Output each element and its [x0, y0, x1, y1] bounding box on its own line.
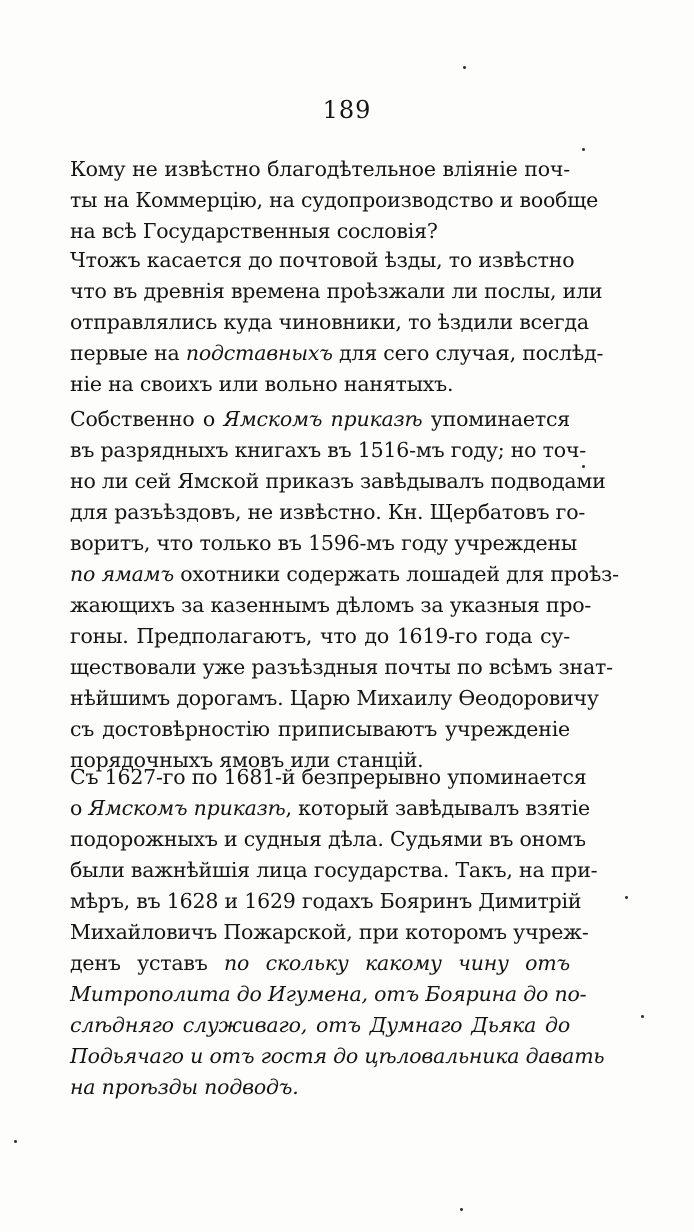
- line-segment: упоминается: [422, 407, 570, 431]
- paragraph-line: на проѣзды подводъ.: [70, 1075, 299, 1099]
- paragraph-line: для разъѣздовъ, не извѣстно. Кн. Щербатовъ го-: [70, 500, 586, 524]
- paragraph-line: Михайловичъ Пожарской, при которомъ учреж-: [70, 920, 589, 944]
- line-segment: для сего случая, послѣд-: [332, 341, 604, 365]
- italic-term: по ямамъ: [70, 562, 174, 586]
- paragraph-line: Подьячаго и отъ гостя до цѣловальника давать: [70, 1044, 605, 1068]
- paragraph-line: Съ 1627-го по 1681-й безпрерывно упоминается: [70, 765, 587, 789]
- paragraph-line: въ разрядныхъ книгахъ въ 1516-мъ году; но точ-: [70, 438, 587, 462]
- line-segment: денъ уставъ: [70, 951, 224, 975]
- paragraph-2: [70, 245, 604, 400]
- scan-speck: [641, 1015, 644, 1018]
- paragraph-line: нѣйшимъ дорогамъ. Царю Михаилу Ѳеодоровичу: [70, 686, 599, 710]
- paragraph-line: воритъ, что только въ 1596-мъ году учреждены: [70, 531, 578, 555]
- paragraph-line: Кому не извѣстно благодѣтельное вліяніе поч-: [70, 157, 570, 181]
- scan-speck: [14, 1140, 17, 1143]
- paragraph-line: ществовали уже разъѣздныя почты по всѣмъ знат-: [70, 655, 613, 679]
- paragraph-line: Митрополита до Игумена, отъ Боярина до по-: [70, 982, 587, 1006]
- paragraph-line: что въ древнія времена проѣзжали ли послы, или: [70, 279, 603, 303]
- paragraph-line: но ли сей Ямской приказъ завѣдывалъ подводами: [70, 469, 606, 493]
- paragraph-line: подорожныхъ и судныя дѣла. Судьями въ ономъ: [70, 827, 586, 851]
- paragraph-line: порядочныхъ ямовъ или станцій.: [70, 748, 424, 772]
- line-segment: о: [70, 796, 89, 820]
- italic-term: Ямскомъ приказѣ: [223, 407, 423, 431]
- paragraph-line: съ достовѣрностію приписываютъ учрежденіе: [70, 717, 570, 741]
- paragraph-line: были важнѣйшія лица государства. Такъ, на при-: [70, 858, 598, 882]
- scan-speck: [625, 896, 628, 899]
- paragraph-4: [70, 762, 605, 1103]
- paragraph-line: ніе на своихъ или вольно нанятыхъ.: [70, 372, 454, 396]
- page-number: 189: [322, 96, 372, 124]
- line-segment: первые на: [70, 341, 186, 365]
- paragraph-line: [70, 948, 570, 979]
- paragraph-line: [70, 559, 619, 590]
- scan-speck: [463, 66, 466, 69]
- paragraph-1: [70, 154, 599, 247]
- paragraph-line: жающихъ за казеннымъ дѣломъ за указныя про-: [70, 593, 592, 617]
- paragraph-line: на всѣ Государственныя сословія?: [70, 219, 438, 243]
- italic-term: подставныхъ: [185, 341, 333, 365]
- line-segment: Собственно о: [70, 407, 224, 431]
- paragraph-line: мѣръ, въ 1628 и 1629 годахъ Бояринъ Димитрій: [70, 889, 582, 913]
- scan-speck: [582, 465, 585, 468]
- paragraph-3: [70, 404, 619, 776]
- line-segment: , который завѣдывалъ взятіе: [285, 796, 590, 820]
- italic-term: по скольку какому чину отъ: [224, 951, 570, 975]
- line-segment: охотники содержать лошадей для проѣз-: [173, 562, 619, 586]
- italic-term: Ямскомъ приказѣ: [88, 796, 286, 820]
- paragraph-line: отправлялись куда чиновники, то ѣздили всегда: [70, 310, 589, 334]
- paragraph-line: Чтожъ касается до почтовой ѣзды, то извѣстно: [70, 248, 575, 272]
- paragraph-line: [70, 338, 604, 369]
- paragraph-line: [70, 404, 570, 435]
- paragraph-line: ты на Коммерцію, на судопроизводство и вообще: [70, 188, 599, 212]
- scan-speck: [582, 148, 585, 151]
- paragraph-line: [70, 793, 590, 824]
- paragraph-line: слѣдняго служиваго, отъ Думнаго Дьяка до: [70, 1013, 570, 1037]
- scan-speck: [460, 1208, 463, 1211]
- paragraph-line: гоны. Предполагаютъ, что до 1619-го года су-: [70, 624, 570, 648]
